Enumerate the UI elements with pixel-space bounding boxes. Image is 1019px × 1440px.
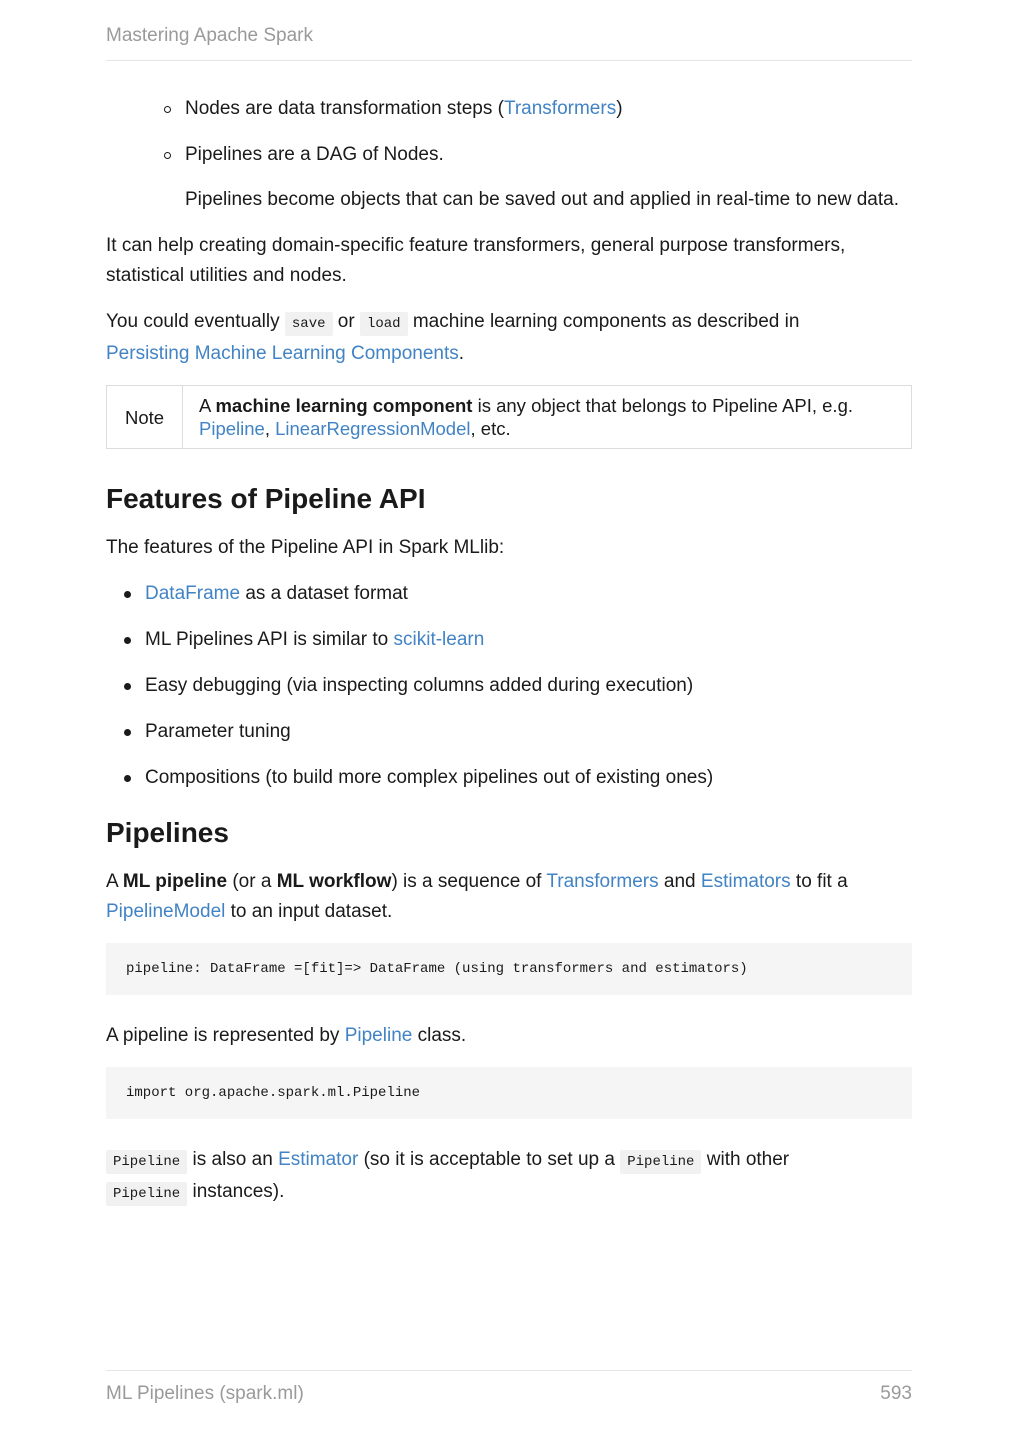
header-divider: [106, 60, 912, 61]
pipeline-link[interactable]: Pipeline: [199, 418, 265, 439]
text: (so it is acceptable to set up a: [363, 1149, 615, 1170]
sub-paragraph: Pipelines become objects that can be saved out and applied in real-time to new data.: [185, 189, 900, 210]
page-content: [106, 94, 912, 1225]
text: instances).: [192, 1181, 285, 1202]
text: A: [199, 395, 211, 416]
inline-code: Pipeline: [106, 1182, 187, 1206]
list-item-text: Nodes are data transformation steps (: [185, 98, 504, 119]
text: to fit a: [795, 871, 848, 892]
list-item: [124, 579, 912, 609]
list-item: [124, 625, 912, 655]
features-heading: Features of Pipeline API: [106, 483, 426, 514]
list-item: [124, 717, 912, 747]
code-block: import org.apache.spark.ml.Pipeline: [106, 1067, 912, 1119]
page-footer: [106, 1380, 912, 1408]
list-item: [164, 94, 912, 124]
bold-text: ML pipeline: [122, 871, 228, 892]
list-item-text: ML Pipelines API is similar to: [145, 629, 389, 650]
text: and: [663, 871, 696, 892]
list-item: [124, 671, 912, 701]
text: is also an: [192, 1149, 273, 1170]
inline-code: save: [285, 312, 333, 336]
persisting-components-link[interactable]: Persisting Machine Learning Components: [106, 343, 459, 364]
list-item-text: as a dataset format: [245, 583, 408, 604]
estimators-link[interactable]: Estimators: [700, 871, 791, 892]
footer-divider: [106, 1370, 912, 1371]
text: , etc.: [470, 418, 511, 439]
text: You could eventually: [106, 311, 280, 332]
pipeline-model-link[interactable]: PipelineModel: [106, 901, 226, 922]
paragraph: [106, 1145, 912, 1209]
text: A pipeline is represented by: [106, 1025, 340, 1046]
list-item-text: Compositions (to build more complex pipelines out of existing ones): [145, 767, 714, 788]
paragraph: [106, 1021, 912, 1051]
note-label: Note: [107, 386, 183, 448]
inline-code: load: [360, 312, 408, 336]
footer-chapter: ML Pipelines (spark.ml): [106, 1383, 304, 1404]
text: machine learning components as described in: [412, 311, 800, 332]
features-list: [124, 579, 912, 793]
list-item: [164, 140, 912, 170]
text: or: [337, 311, 355, 332]
note-body: [183, 386, 911, 448]
inline-code: Pipeline: [620, 1150, 701, 1174]
page-number: 593: [880, 1383, 912, 1404]
estimator-link[interactable]: Estimator: [278, 1149, 359, 1170]
page-header: Mastering Apache Spark: [106, 25, 314, 46]
text: class.: [417, 1025, 467, 1046]
text: is any object that belongs to Pipeline API, e.g.: [477, 395, 853, 416]
code-block: pipeline: DataFrame =[fit]=> DataFrame (using transformers and estimators): [106, 943, 912, 995]
text: to an input dataset.: [230, 901, 393, 922]
bold-text: ML workflow: [276, 871, 392, 892]
list-item-text: Pipelines are a DAG of Nodes.: [185, 144, 444, 165]
text: ,: [264, 418, 270, 439]
dataframe-link[interactable]: DataFrame: [145, 583, 241, 604]
note-box: [106, 385, 912, 449]
transformers-link[interactable]: Transformers: [546, 871, 659, 892]
pipelines-heading: Pipelines: [106, 817, 229, 848]
linear-regression-model-link[interactable]: LinearRegressionModel: [275, 418, 471, 439]
sub-bullet-list: [164, 94, 912, 170]
text: ) is a sequence of: [391, 871, 542, 892]
paragraph: [106, 307, 912, 369]
transformers-link[interactable]: Transformers: [503, 98, 617, 119]
scikit-learn-link[interactable]: scikit-learn: [393, 629, 485, 650]
list-item-text: ): [616, 98, 623, 119]
text: .: [458, 343, 465, 364]
features-intro: The features of the Pipeline API in Spark MLlib:: [106, 537, 505, 558]
list-item: [124, 763, 912, 793]
text: (or a: [232, 871, 272, 892]
list-item-text: Easy debugging (via inspecting columns added during execution): [145, 675, 694, 696]
text: with other: [706, 1149, 790, 1170]
pipeline-class-link[interactable]: Pipeline: [344, 1025, 413, 1046]
paragraph: It can help creating domain-specific feature transformers, general purpose transformers, statistical utilities and nodes.: [106, 235, 846, 286]
bold-text: machine learning component: [215, 395, 473, 416]
paragraph: [106, 867, 912, 927]
list-item-text: Parameter tuning: [145, 721, 291, 742]
inline-code: Pipeline: [106, 1150, 187, 1174]
text: A: [106, 871, 118, 892]
